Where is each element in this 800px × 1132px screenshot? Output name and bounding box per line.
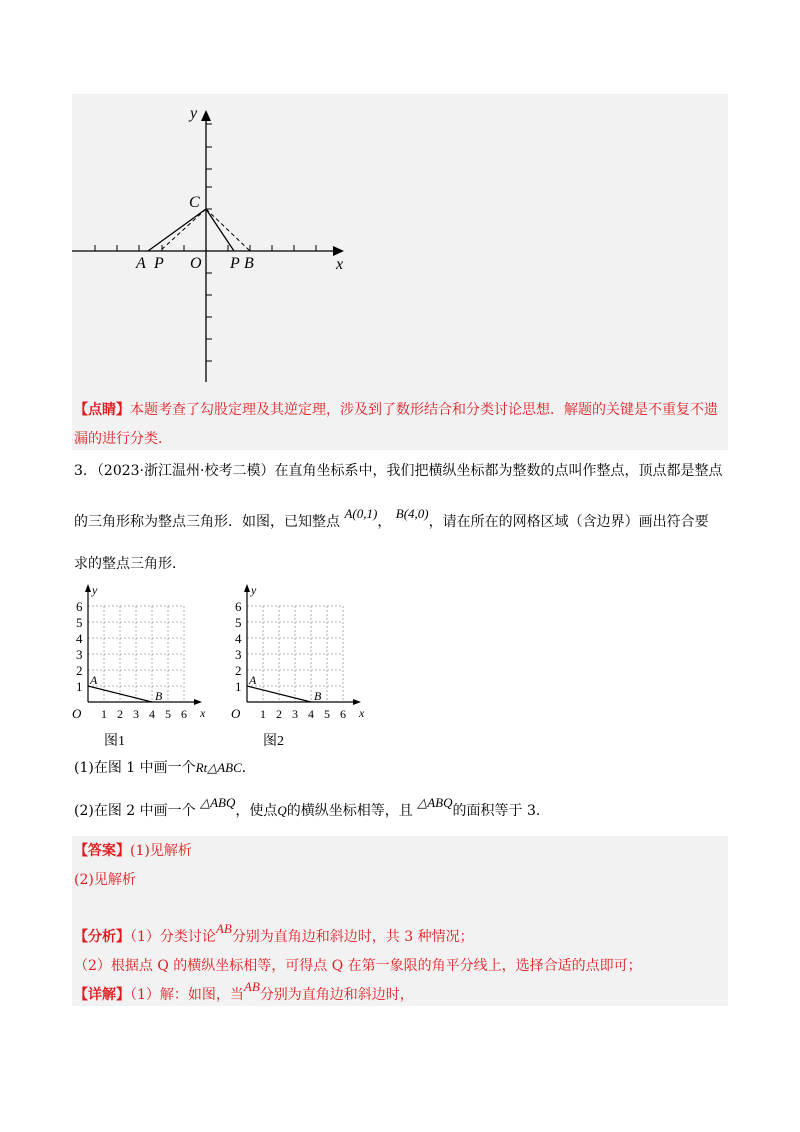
analysis-text-1b: 分别为直角边和斜边时，共 3 种情况； (231, 929, 474, 945)
detail-math: AB (243, 979, 260, 994)
fig2-ytick-3: 3 (235, 647, 242, 662)
q2-math-2: △ABQ (417, 795, 453, 810)
fig1-label-b: B (155, 689, 163, 703)
dianjing-line-2 (74, 429, 172, 449)
fig2-xtick-1: 1 (260, 707, 266, 721)
fig2-ylabel: y (251, 583, 257, 597)
detail-text-a: （1）解：如图，当 (130, 987, 244, 1003)
problem-line-1 (74, 461, 722, 481)
fig1-xtick-6: 6 (181, 707, 187, 721)
detail-text-b: 分别为直角边和斜边时， (259, 987, 414, 1003)
fig2-xtick-5: 5 (324, 707, 330, 721)
problem-text-2a: 的三角形称为整点三角形．如图，已知整点 (74, 514, 340, 530)
q2-text-b: ，使点 (235, 803, 278, 819)
fig1-caption: 图1 (104, 734, 125, 749)
q2-q: Q (277, 803, 287, 818)
problem-line-2 (74, 506, 709, 532)
fig2-ytick-2: 2 (235, 663, 242, 678)
problem-text-1: 在直角坐标系中，我们把横纵坐标都为整数的点叫作整点，顶点都是整点 (274, 463, 723, 479)
answer-text-1: (1)见解析 (130, 843, 192, 859)
label-o: O (190, 255, 202, 272)
analysis-line-2 (74, 956, 642, 976)
dianjing-tag: 【点睛】 (74, 402, 130, 418)
label-x: x (336, 256, 344, 273)
fig1-ytick-5: 5 (76, 615, 83, 630)
dianjing-text-2: 漏的进行分类． (74, 431, 172, 447)
fig1-ytick-6: 6 (76, 599, 83, 614)
fig1-xlabel: x (200, 706, 206, 720)
q1-math: Rt△ABC (195, 760, 242, 775)
coordinate-figure-top (72, 94, 728, 394)
point-a-coord: A(0,1) (344, 506, 378, 521)
label-a: A (136, 255, 146, 272)
question-2 (74, 795, 541, 821)
solution-box-bottom (72, 836, 728, 1006)
fig1-ylabel: y (92, 583, 98, 597)
fig2-xlabel: x (359, 706, 365, 720)
analysis-text-1a: （1）分类讨论 (130, 929, 216, 945)
fig2-label-a: A (249, 673, 257, 687)
fig2-xtick-4: 4 (308, 707, 314, 721)
fig1-origin: O (72, 706, 82, 721)
analysis-tag: 【分析】 (74, 929, 130, 945)
label-b: B (244, 255, 254, 272)
segment-cp-right (206, 209, 234, 251)
problem-source: （2023·浙江温州·校考二模） (96, 463, 275, 479)
fig2-xtick-3: 3 (292, 707, 298, 721)
fig1-ytick-2: 2 (76, 663, 83, 678)
fig2-ytick-5: 5 (235, 615, 242, 630)
q2-text-c: 的横纵坐标相等，且 (286, 803, 413, 819)
dashed-cb (206, 209, 250, 251)
problem-text-3: 求的整点三角形． (74, 556, 186, 572)
problem-sep: ， (377, 514, 392, 530)
fig1-ytick-1: 1 (76, 679, 83, 694)
fig2-ytick-4: 4 (235, 631, 242, 646)
fig1-xtick-2: 2 (117, 707, 123, 721)
fig2-ytick-6: 6 (235, 599, 242, 614)
fig1-xtick-3: 3 (133, 707, 139, 721)
q2-text-a: (2)在图 2 中画一个 (74, 803, 196, 819)
answer-tag: 【答案】 (74, 843, 130, 859)
q1-text-b: ． (241, 760, 256, 776)
grid-figure-2 (231, 583, 365, 749)
fig2-xtick-6: 6 (340, 707, 346, 721)
detail-tag: 【详解】 (74, 987, 130, 1003)
fig2-caption: 图2 (263, 734, 284, 749)
question-1 (74, 758, 256, 778)
answer-text-2: (2)见解析 (74, 872, 136, 888)
dianjing-line-1 (74, 400, 718, 420)
problem-number: 3． (74, 463, 97, 479)
fig1-ytick-4: 4 (76, 631, 83, 646)
problem-text-2b: ，请在所在的网格区域（含边界）画出符合要 (428, 514, 709, 530)
detail-line (74, 979, 414, 1005)
analysis-math: AB (215, 921, 232, 936)
fig1-ytick-3: 3 (76, 647, 83, 662)
problem-line-3 (74, 554, 186, 574)
q2-math-1: △ABQ (200, 795, 236, 810)
fig1-xtick-5: 5 (165, 707, 171, 721)
point-b-coord: B(4,0) (395, 506, 429, 521)
label-y: y (190, 105, 198, 122)
grid-figure-1 (72, 583, 206, 749)
answer-line-2 (74, 870, 136, 890)
analysis-line-1 (74, 921, 474, 947)
answer-line-1 (74, 841, 192, 861)
q1-text-a: (1)在图 1 中画一个 (74, 760, 196, 776)
fig2-label-b: B (314, 689, 322, 703)
fig2-xtick-2: 2 (276, 707, 282, 721)
fig1-xtick-1: 1 (101, 707, 107, 721)
dianjing-text-1: 本题考查了勾股定理及其逆定理，涉及到了数形结合和分类讨论思想．解题的关键是不重复不遗 (130, 402, 718, 418)
label-p-left: P (154, 255, 164, 272)
fig2-ytick-1: 1 (235, 679, 242, 694)
analysis-text-2: （2）根据点 Q 的横纵坐标相等，可得点 Q 在第一象限的角平分线上，选择合适的点即可； (74, 958, 642, 974)
q2-text-d: 的面积等于 3. (452, 803, 541, 819)
label-p-right: P (230, 255, 240, 272)
fig1-label-a: A (90, 673, 98, 687)
label-c: C (189, 194, 200, 211)
fig1-xtick-4: 4 (149, 707, 155, 721)
fig2-origin: O (231, 706, 241, 721)
grid-figures (60, 580, 400, 750)
dashed-cp-left (160, 209, 206, 251)
segment-ca (148, 209, 206, 251)
